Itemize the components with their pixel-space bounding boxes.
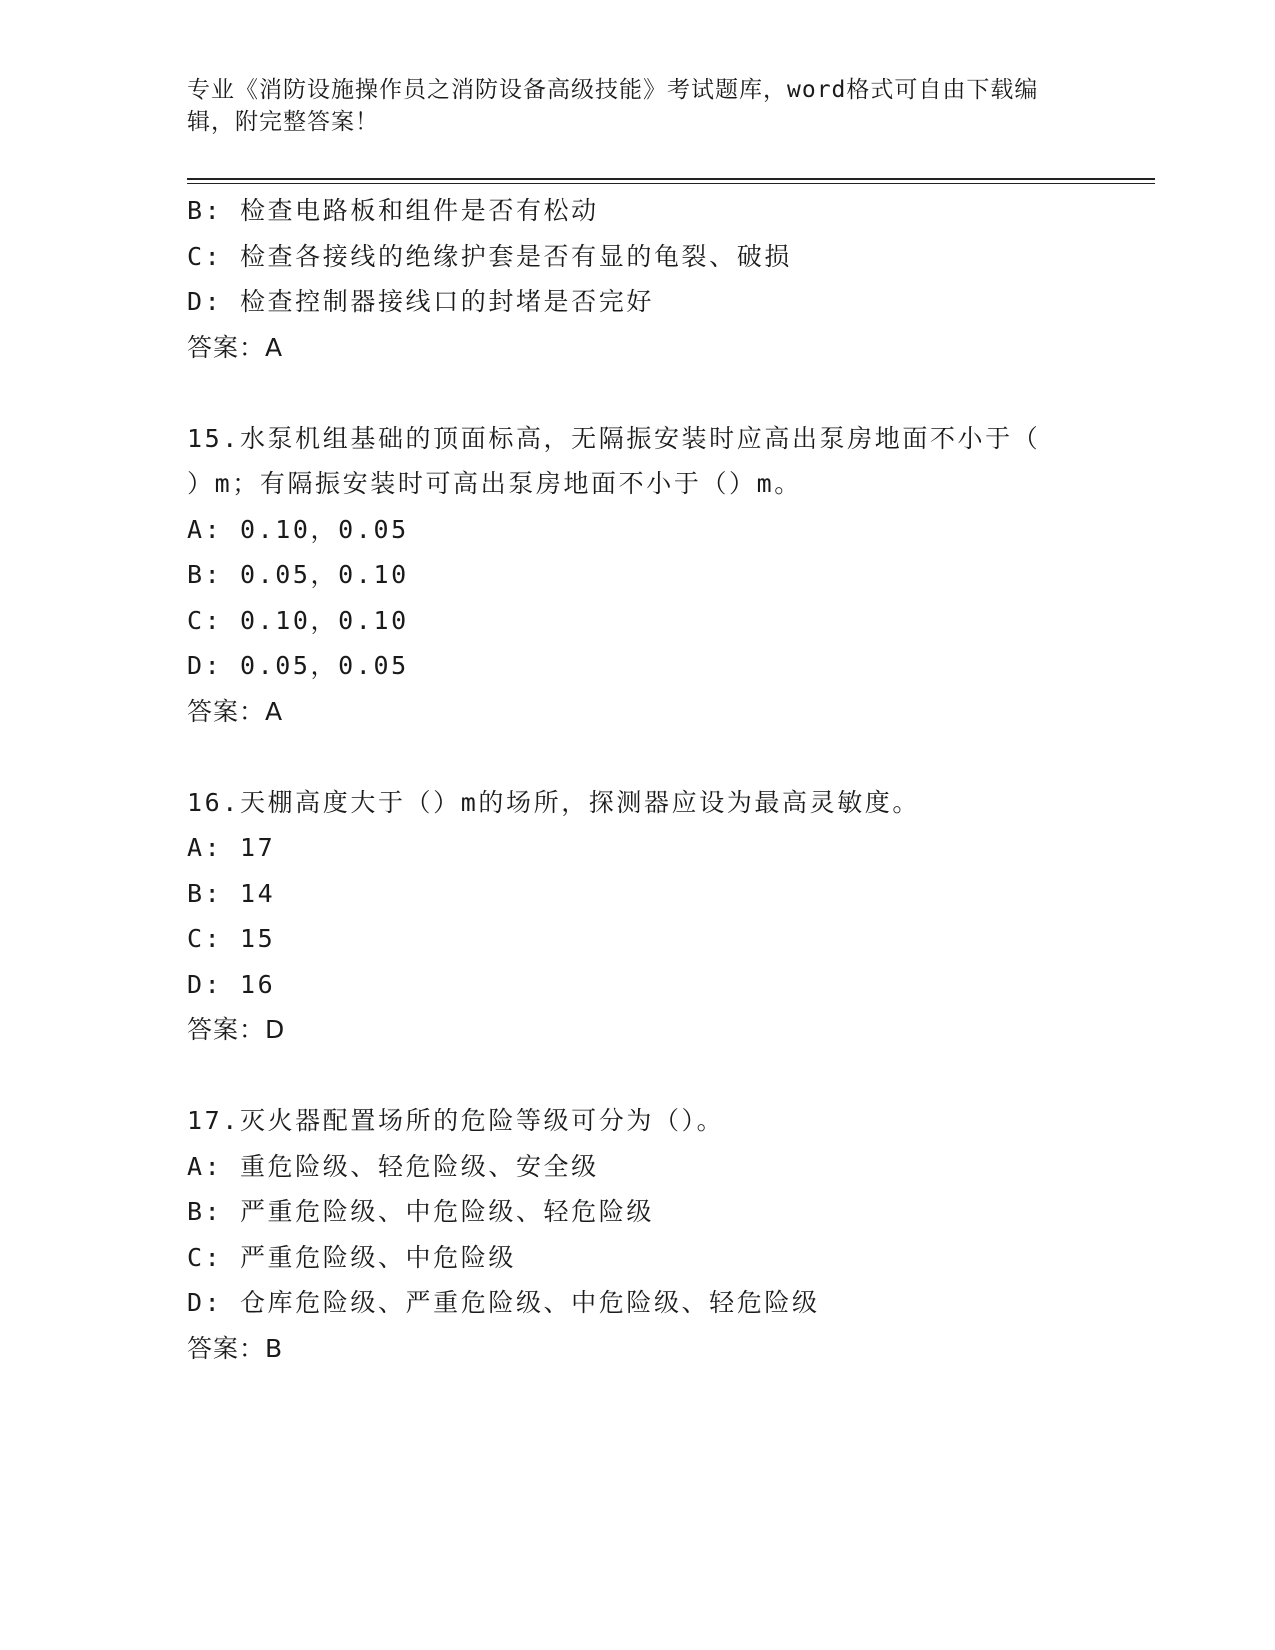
option-a: A: 重危险级、轻危险级、安全级 [187,1151,599,1181]
question-list [187,188,1067,1371]
header-line-2: 辑，附完整答案！ [187,109,379,135]
option-d: D: 检查控制器接线口的封堵是否完好 [187,287,654,316]
question-stem: 16.天棚高度大于（）m的场所，探测器应设为最高灵敏度。 [187,787,921,817]
question-stem: 17.灭火器配置场所的危险等级可分为（）。 [187,1106,725,1135]
document-header [187,74,1067,138]
option-c: C: 严重危险级、中危险级 [187,1242,516,1272]
header-line-1: 专业《消防设施操作员之消防设备高级技能》考试题库，word格式可自由下载编 [187,77,1039,103]
question-stem-continued: ）m；有隔振安装时可高出泵房地面不小于（）m。 [187,469,802,498]
option-b: B: 14 [187,878,276,908]
option-c: C: 检查各接线的绝缘护套是否有显的龟裂、破损 [187,241,792,271]
question-17 [187,1098,1067,1371]
option-d: D: 仓库危险级、严重危险级、中危险级、轻危险级 [187,1288,820,1317]
spacer [187,734,1067,780]
question-stem: 15.水泵机组基础的顶面标高，无隔振安装时应高出泵房地面不小于（ [187,423,1041,453]
answer-line: 答案：A [187,332,284,362]
answer-line: 答案：B [187,1333,284,1363]
answer-line: 答案：A [187,696,284,726]
option-b: B: 0.05，0.10 [187,560,409,589]
answer-line: 答案：D [187,1015,286,1044]
option-b: B: 检查电路板和组件是否有松动 [187,196,599,225]
option-b: B: 严重危险级、中危险级、轻危险级 [187,1197,654,1226]
option-a: A: 0.10，0.05 [187,514,409,544]
option-d: D: 16 [187,969,276,999]
option-d: D: 0.05，0.05 [187,651,409,680]
option-a: A: 17 [187,833,276,862]
header-divider [187,178,1155,184]
question-16 [187,780,1067,1053]
question-15 [187,416,1067,735]
option-c: C: 15 [187,924,276,953]
question-14-continued [187,188,1067,370]
spacer [187,370,1067,416]
option-c: C: 0.10，0.10 [187,605,409,635]
spacer [187,1053,1067,1099]
